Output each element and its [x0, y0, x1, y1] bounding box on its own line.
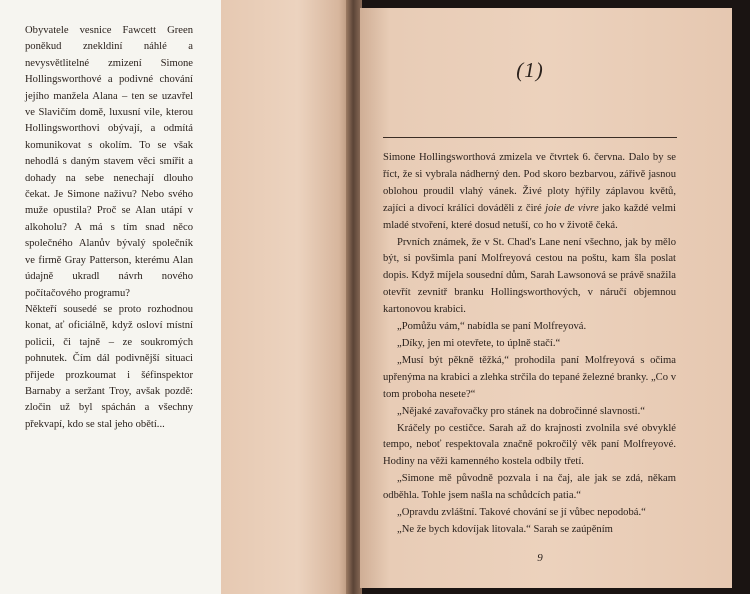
body-paragraph: „Díky, jen mi otevřete, to úplně stačí.“	[397, 337, 561, 349]
body-paragraph: Simone Hollingsworthová zmizela ve čtvrtek 6. června. Dalo by se říct, že si vybrala nádherný den. Pod skoro bezbarvou, zářivě jasnou oblohou proudil vlahý vánek. Živé ploty hýřily záplavou květů, zajíci a divocí králíci dováděli z čiré joie de vivre jako každé velmi mladé stvoření, které dosud netuší, co ho v životě čeká.	[383, 152, 676, 231]
body-paragraph: Kráčely po cestičce. Sarah až do krajnosti zvolnila své obvyklé tempo, neboť respektovala značně pokročilý věk paní Molfreyové. Hodiny na věži kamenného kostela odbily třetí.	[383, 422, 676, 468]
flap-blurb	[25, 23, 193, 433]
body-paragraph: „Nějaké zavařovačky pro stánek na dobročinné slavnosti.“	[397, 405, 645, 417]
chapter-body	[383, 150, 676, 539]
chapter-number: (1)	[516, 58, 544, 82]
body-paragraph: „Musí být pěkně těžká,“ prohodila paní Molfreyová s očima upřenýma na krabici a zlehka strčila do tepané železné branky. „Co v tom proboha nesete?“	[383, 354, 676, 400]
body-paragraph: „Ne že bych kdovíjak litovala.“ Sarah se zaúpěním	[397, 523, 613, 535]
flap-paragraph: Obyvatele vesnice Fawcett Green poněkud znekldiní náhlé a nevysvětlitelné zmizení Simone Hollingsworthové a podivné chování jejího manžela Alana – ten se uzavřel ve Slavičím domě, luxusní vile, kterou Hollingsworthovi obývají, a odmítá komunikovat s okolím. To se však nehodlá s daným stavem věci smířit a dohady na sebe nenechají dlouho čekat. Je Simone naživu? Nebo svého muže opustila? Proč se Alan utápí v alkoholu? A má s tím snad něco společného Alanův bývalý společník ve firmě Gray Patterson, kterému Alan údajně ukradl návrh nového počítačového programu?	[25, 25, 193, 299]
body-paragraph: „Simone mě původně pozvala i na čaj, ale jak se zdá, někam odběhla. Tohle jsem našla na schůdcích patia.“	[383, 473, 676, 502]
chapter-rule	[383, 137, 677, 138]
body-paragraph: Prvních známek, že v St. Chad's Lane není všechno, jak by mělo být, si povšimla paní Molfreyová cestou na poštu, kam šla poslat dopis. Když míjela sousední dům, Sarah Lawsonová se právě snažila otevřít zevnitř branku Hollingsworthových, v náručí objemnou kartonovou krabici.	[383, 236, 676, 316]
page-number: 9	[537, 552, 543, 564]
left-page-blank	[221, 0, 349, 594]
scan-border	[732, 0, 750, 594]
flap-paragraph: Někteří sousedé se proto rozhodnou konat, ať oficiálně, když osloví místní policii, či tajně – ze soukromých pohnutek. Čím dál podivnější situaci přijede prozkoumat i šéfinspektor Barnaby a seržant Troy, avšak pozdě: zločin už byl spáchán a všechny překvapí, kdo se stal jeho obětí...	[25, 303, 193, 430]
jacket-flap	[0, 0, 221, 594]
body-paragraph: „Opravdu zvláštní. Takové chování se jí vůbec nepodobá.“	[397, 507, 646, 519]
body-paragraph: „Pomůžu vám,“ nabídla se paní Molfreyová.	[397, 321, 587, 333]
